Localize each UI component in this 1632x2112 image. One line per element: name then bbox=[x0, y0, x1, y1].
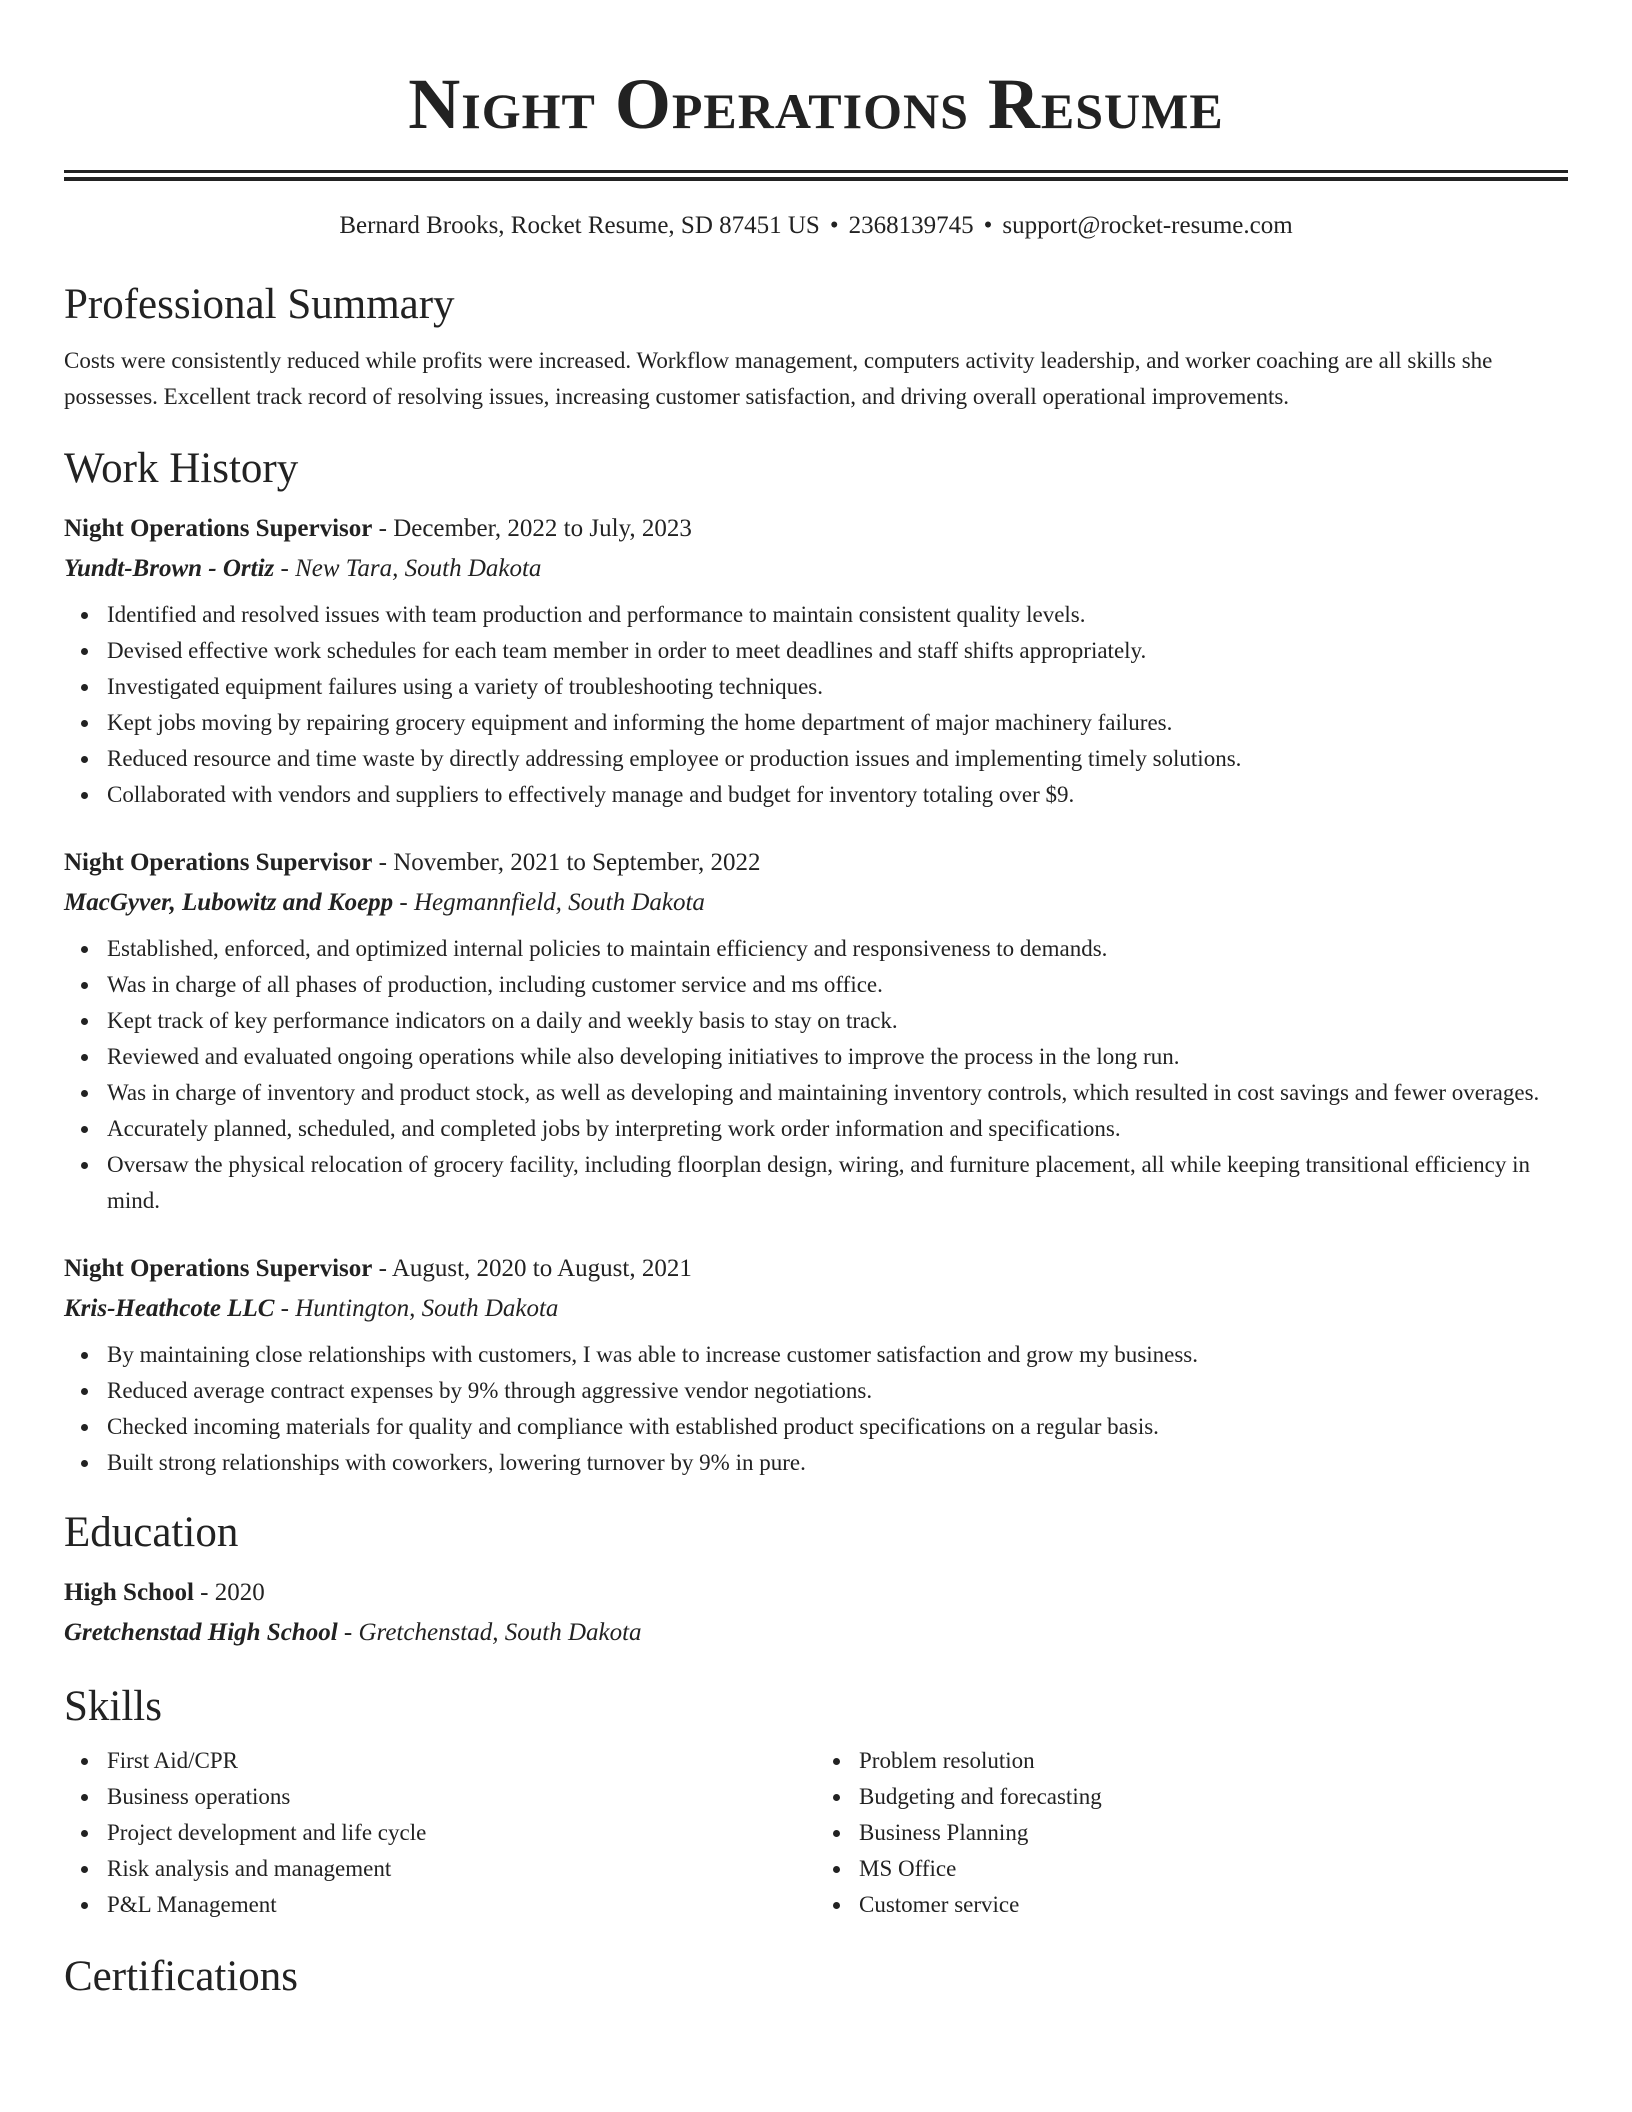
job-entry bbox=[64, 509, 1568, 813]
contact-separator: • bbox=[829, 212, 839, 239]
contact-separator: • bbox=[983, 212, 993, 239]
skills-list-left bbox=[64, 1743, 816, 1923]
job-duty: By maintaining close relationships with customers, I was able to increase customer satisfaction and grow my business. bbox=[107, 1337, 1568, 1373]
job-duties-list bbox=[64, 597, 1568, 813]
degree-line: High School - 2020 bbox=[64, 1579, 265, 1606]
job-entry bbox=[64, 843, 1568, 1219]
job-title-line: Night Operations Supervisor - December, 2022 to July, 2023 bbox=[64, 515, 692, 542]
job-dates: August, 2020 to August, 2021 bbox=[391, 1255, 692, 1282]
resume-title: Night Operations Resume bbox=[408, 64, 1224, 144]
employer-location: Hegmannfield, South Dakota bbox=[414, 889, 705, 916]
job-duty: Kept track of key performance indicators on a daily and weekly basis to stay on track. bbox=[107, 1003, 1568, 1039]
skill-item: Problem resolution bbox=[859, 1743, 1568, 1779]
job-duty: Kept jobs moving by repairing grocery equipment and informing the home department of major machinery failures. bbox=[107, 705, 1568, 741]
skills-columns bbox=[64, 1743, 1568, 1923]
employer-name: Kris-Heathcote LLC bbox=[64, 1295, 275, 1322]
employer-line: MacGyver, Lubowitz and Koepp - Hegmannfield, South Dakota bbox=[64, 889, 705, 916]
job-duty: Devised effective work schedules for each team member in order to meet deadlines and staff shifts appropriately. bbox=[107, 633, 1568, 669]
job-duty: Accurately planned, scheduled, and completed jobs by interpreting work order information and specifications. bbox=[107, 1111, 1568, 1147]
title-double-rule bbox=[64, 170, 1568, 181]
job-title-line: Night Operations Supervisor - August, 2020 to August, 2021 bbox=[64, 1255, 692, 1282]
job-duty: Was in charge of inventory and product stock, as well as developing and maintaining inventory controls, which resulted in cost savings and fewer overages. bbox=[107, 1075, 1568, 1111]
employer-location: Huntington, South Dakota bbox=[295, 1295, 559, 1322]
summary-heading: Professional Summary bbox=[64, 281, 455, 328]
job-duties-list bbox=[64, 931, 1568, 1219]
employer-line: Yundt-Brown - Ortiz - New Tara, South Dakota bbox=[64, 555, 542, 582]
work-history-section bbox=[64, 443, 1568, 1481]
skill-item: Business Planning bbox=[859, 1815, 1568, 1851]
skill-item: MS Office bbox=[859, 1851, 1568, 1887]
school-name: Gretchenstad High School bbox=[64, 1619, 338, 1646]
contact-email: support@rocket-resume.com bbox=[1002, 212, 1293, 239]
job-duty: Built strong relationships with coworkers, lowering turnover by 9% in pure. bbox=[107, 1445, 1568, 1481]
job-title: Night Operations Supervisor bbox=[64, 1255, 373, 1282]
employer-line: Kris-Heathcote LLC - Huntington, South Dakota bbox=[64, 1295, 559, 1322]
job-dates: November, 2021 to September, 2022 bbox=[393, 849, 761, 876]
skill-item: Risk analysis and management bbox=[107, 1851, 816, 1887]
skill-item: Business operations bbox=[107, 1779, 816, 1815]
job-title-line: Night Operations Supervisor - November, 2021 to September, 2022 bbox=[64, 849, 761, 876]
job-duty: Was in charge of all phases of production, including customer service and ms office. bbox=[107, 967, 1568, 1003]
job-duty: Identified and resolved issues with team production and performance to maintain consistent quality levels. bbox=[107, 597, 1568, 633]
school-line: Gretchenstad High School - Gretchenstad, South Dakota bbox=[64, 1619, 642, 1646]
skill-item: Budgeting and forecasting bbox=[859, 1779, 1568, 1815]
education-entry bbox=[64, 1573, 1568, 1653]
contact-phone: 2368139745 bbox=[848, 212, 974, 239]
skill-item: Customer service bbox=[859, 1887, 1568, 1923]
job-duties-list bbox=[64, 1337, 1568, 1481]
skill-item: P&L Management bbox=[107, 1887, 816, 1923]
job-entry bbox=[64, 1249, 1568, 1481]
summary-section bbox=[64, 279, 1568, 415]
certifications-section bbox=[64, 1951, 1568, 2003]
certifications-heading: Certifications bbox=[64, 1953, 299, 2000]
employer-location: New Tara, South Dakota bbox=[295, 555, 542, 582]
job-duty: Checked incoming materials for quality and compliance with established product specifications on a regular basis. bbox=[107, 1409, 1568, 1445]
job-duty: Reviewed and evaluated ongoing operations while also developing initiatives to improve the process in the long run. bbox=[107, 1039, 1568, 1075]
skill-item: Project development and life cycle bbox=[107, 1815, 816, 1851]
job-duty: Oversaw the physical relocation of grocery facility, including floorplan design, wiring, and furniture placement, all while keeping transitional efficiency in mind. bbox=[107, 1147, 1568, 1219]
graduation-year: 2020 bbox=[214, 1579, 265, 1606]
work-history-heading: Work History bbox=[64, 445, 299, 492]
skill-item: First Aid/CPR bbox=[107, 1743, 816, 1779]
skills-heading: Skills bbox=[64, 1683, 162, 1730]
summary-text: Costs were consistently reduced while profits were increased. Workflow management, computers activity leadership, and worker coaching are all skills she possesses. Excellent track record of resolving issues, increasing customer satisfaction, and driving overall operational improvements. bbox=[64, 348, 1493, 409]
job-duty: Reduced average contract expenses by 9% through aggressive vendor negotiations. bbox=[107, 1373, 1568, 1409]
job-title: Night Operations Supervisor bbox=[64, 849, 373, 876]
job-dates: December, 2022 to July, 2023 bbox=[393, 515, 692, 542]
job-title: Night Operations Supervisor bbox=[64, 515, 373, 542]
resume-page bbox=[64, 0, 1568, 2003]
job-duty: Investigated equipment failures using a variety of troubleshooting techniques. bbox=[107, 669, 1568, 705]
contact-address: Bernard Brooks, Rocket Resume, SD 87451 US bbox=[339, 212, 820, 239]
employer-name: Yundt-Brown - Ortiz bbox=[64, 555, 275, 582]
contact-line bbox=[64, 209, 1568, 243]
education-section bbox=[64, 1507, 1568, 1653]
skills-section bbox=[64, 1681, 1568, 1923]
job-duty: Established, enforced, and optimized internal policies to maintain efficiency and responsiveness to demands. bbox=[107, 931, 1568, 967]
school-location: Gretchenstad, South Dakota bbox=[358, 1619, 642, 1646]
skills-list-right bbox=[816, 1743, 1568, 1923]
job-duty: Reduced resource and time waste by directly addressing employee or production issues and implementing timely solutions. bbox=[107, 741, 1568, 777]
job-duty: Collaborated with vendors and suppliers to effectively manage and budget for inventory totaling over $9. bbox=[107, 777, 1568, 813]
degree-name: High School bbox=[64, 1579, 194, 1606]
employer-name: MacGyver, Lubowitz and Koepp bbox=[64, 889, 394, 916]
education-heading: Education bbox=[64, 1509, 239, 1556]
